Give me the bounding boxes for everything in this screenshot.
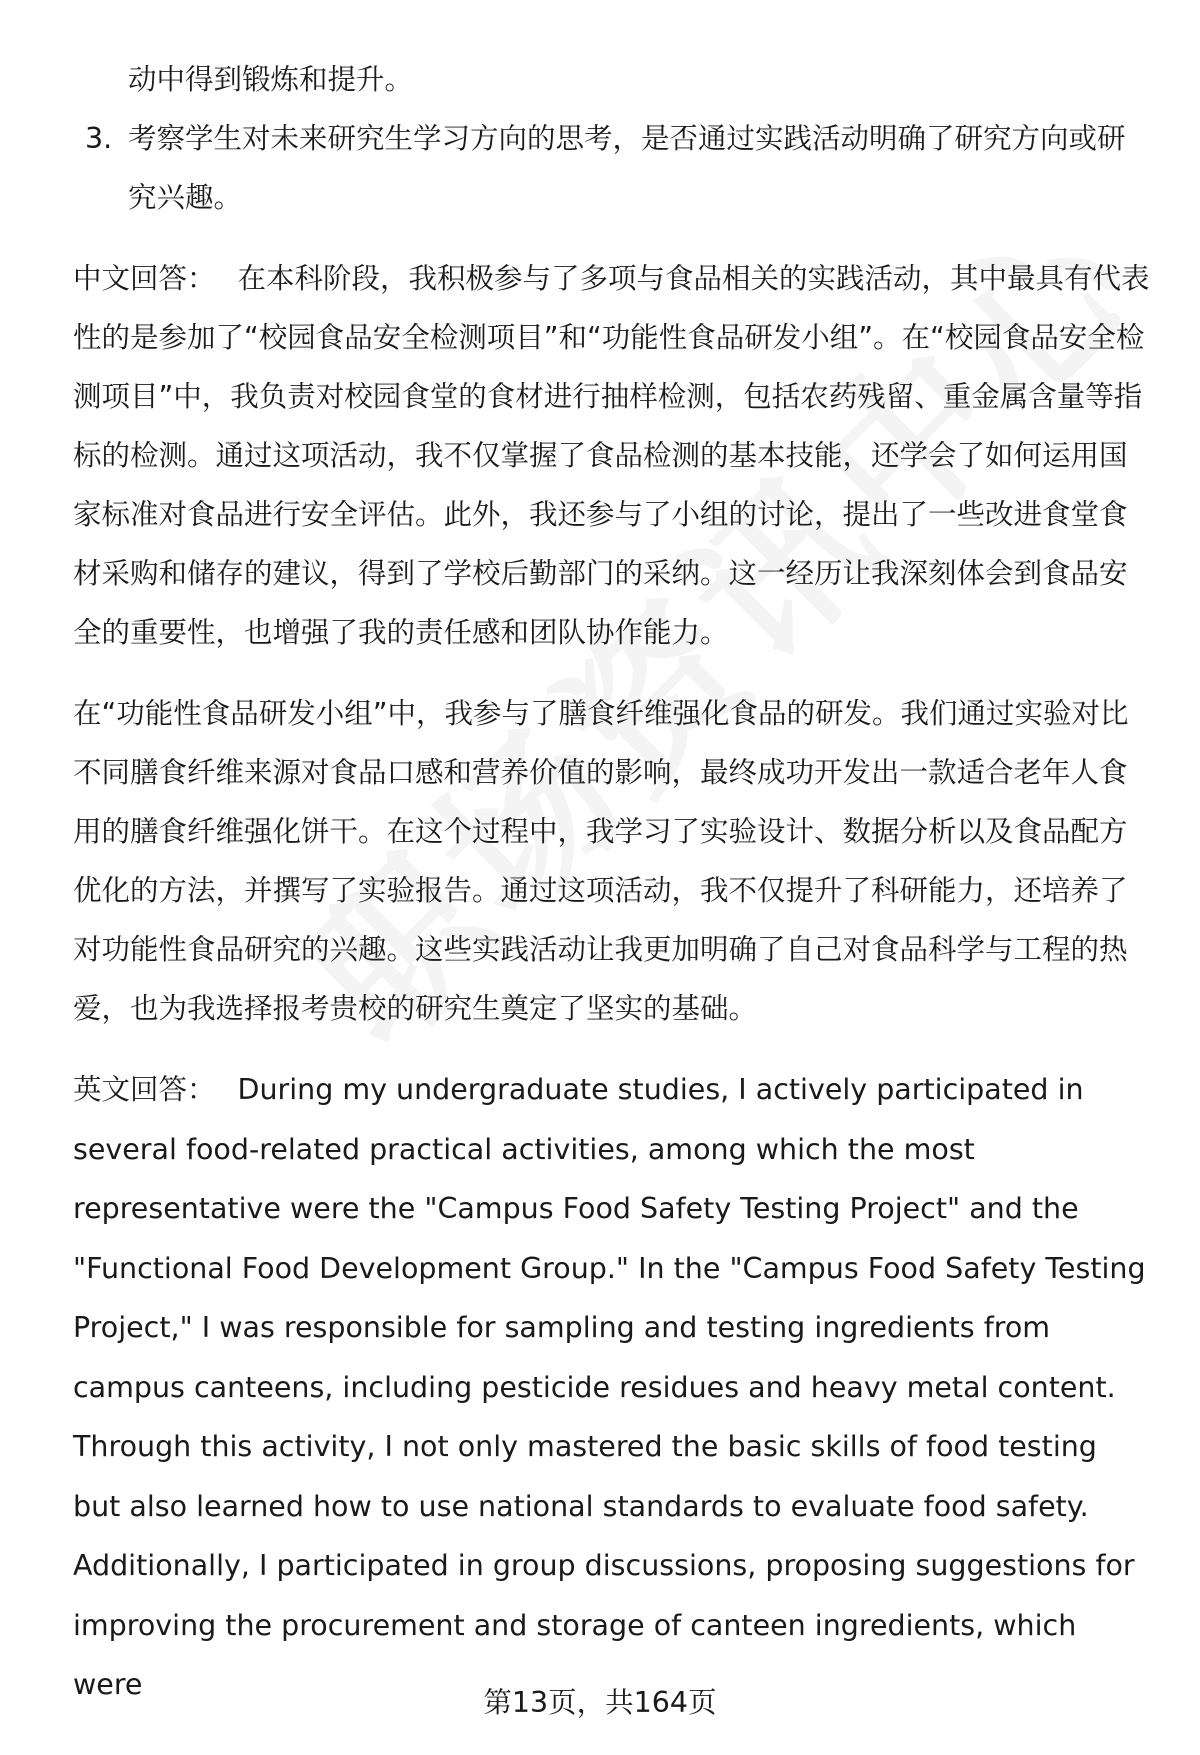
en-answer-paragraph: [73, 1060, 1153, 1715]
cn-answer-paragraph-1: [73, 249, 1153, 662]
en-answer-label: 英文回答：: [73, 1073, 216, 1106]
en-answer-text: During my undergraduate studies, I actively participated in several food-related practical activities, among which the most representative were the "Campus Food Safety Testing Project" and the "Functional Food Development Group." In the "Campus Food Safety Testing Project," I was responsible for sampling and testing ingredients from campus canteens, including pesticide residues and heavy metal content. Through this activity, I not only mastered the basic skills of food testing but also learned how to use national standards to evaluate food safety. Additionally, I participated in group discussions, proposing suggestions for improving the procurement and storage of canteen ingredients, which were: [73, 1073, 1146, 1701]
page-number-footer: 第13页，共164页: [483, 1686, 717, 1719]
list-item-text: 考察学生对未来研究生学习方向的思考，是否通过实践活动明确了研究方向或研究兴趣。: [128, 122, 1126, 214]
cn-answer-label: 中文回答：: [73, 262, 216, 295]
cn-answer-text-1: 在本科阶段，我积极参与了多项与食品相关的实践活动，其中最具有代表性的是参加了“校园食品安全检测项目”和“功能性食品研发小组”。在“校园食品安全检测项目”中，我负责对校园食堂的食材进行抽样检测，包括农药残留、重金属含量等指标的检测。通过这项活动，我不仅掌握了食品检测的基本技能，还学会了如何运用国家标准对食品进行安全评估。此外，我还参与了小组的讨论，提出了一些改进食堂食材采购和储存的建议，得到了学校后勤部门的采纳。这一经历让我深刻体会到食品安全的重要性，也增强了我的责任感和团队协作能力。: [73, 262, 1150, 649]
list-item: [73, 109, 1153, 227]
cn-answer-paragraph-2: 在“功能性食品研发小组”中，我参与了膳食纤维强化食品的研发。我们通过实验对比不同膳食纤维来源对食品口感和营养价值的影响，最终成功开发出一款适合老年人食用的膳食纤维强化饼干。在这个过程中，我学习了实验设计、数据分析以及食品配方优化的方法，并撰写了实验报告。通过这项活动，我不仅提升了科研能力，还培养了对功能性食品研究的兴趣。这些实践活动让我更加明确了自己对食品科学与工程的热爱，也为我选择报考贵校的研究生奠定了坚实的基础。: [73, 697, 1129, 1025]
document-content: [73, 50, 1153, 1715]
list-item-number: 3.: [85, 122, 113, 155]
list-item-continuation: 动中得到锻炼和提升。: [128, 63, 414, 96]
